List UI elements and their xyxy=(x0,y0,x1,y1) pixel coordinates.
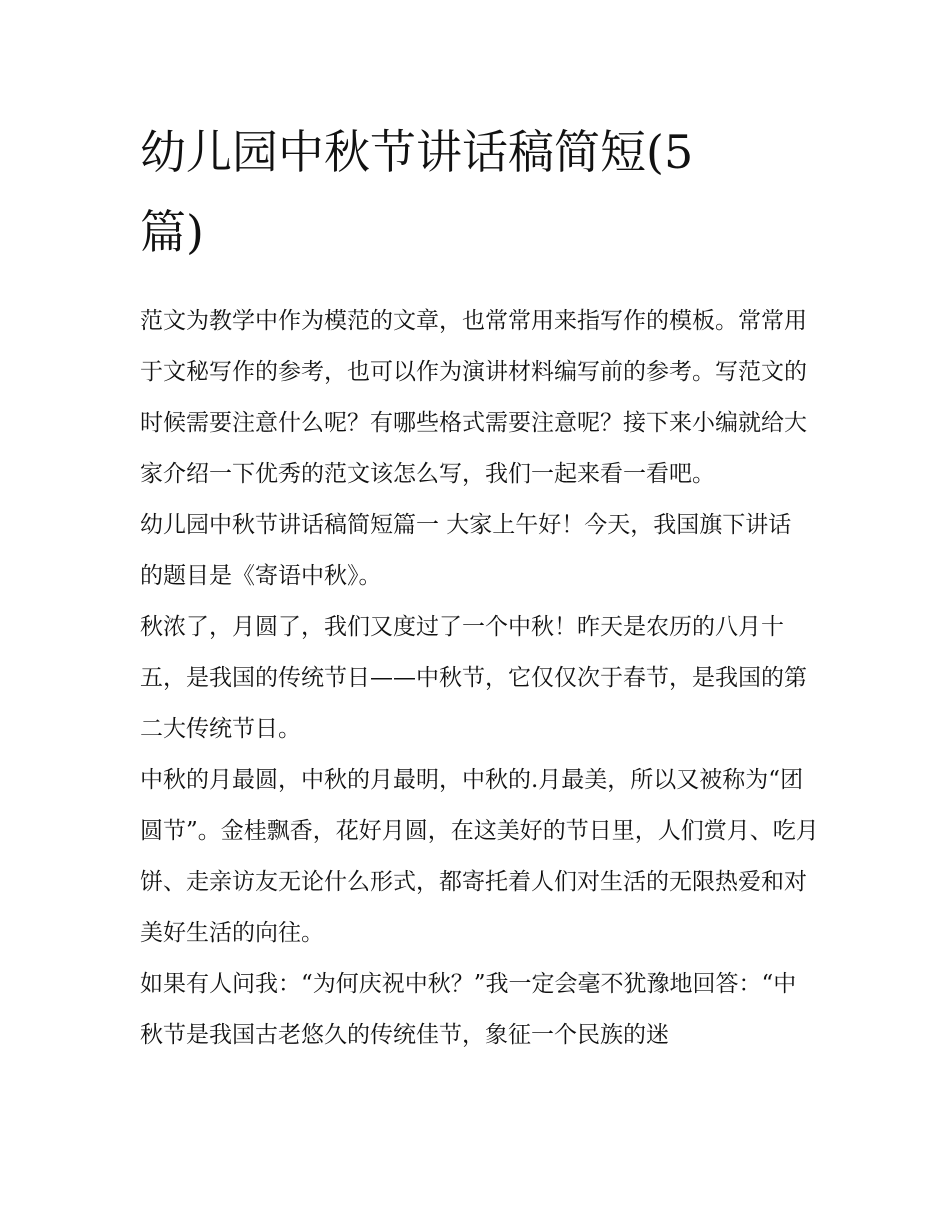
paragraph-mid-autumn: 秋浓了，月圆了，我们又度过了一个中秋！昨天是农历的八月十五，是我国的传统节日——中秋节，它仅仅次于春节，是我国的第二大传统节日。 xyxy=(140,614,807,742)
paragraph-reunion-festival: 中秋的月最圆，中秋的月最明，中秋的.月最美，所以又被称为“团圆节”。金桂飘香，花好月圆，在这美好的节日里，人们赏月、吃月饼、走亲访友无论什么形式，都寄托着人们对生活的无限热爱和对美好生活的向往。 xyxy=(140,767,819,946)
paragraph-why-celebrate: 如果有人问我：“为何庆祝中秋？”我一定会毫不犹豫地回答：“中秋节是我国古老悠久的传统佳节，象征一个民族的迷 xyxy=(140,971,797,1048)
paragraph-intro: 范文为教学中作为模范的文章，也常常用来指写作的模板。常常用于文秘写作的参考，也可以作为演讲材料编写前的参考。写范文的时候需要注意什么呢？有哪些格式需要注意呢？接下来小编就给大家介绍一下优秀的范文该怎么写，我们一起来看一看吧。 xyxy=(140,308,807,487)
paragraph-greeting: 幼儿园中秋节讲话稿简短篇一 大家上午好！今天，我国旗下讲话的题目是《寄语中秋》。 xyxy=(140,512,792,589)
document-body xyxy=(140,112,820,1061)
document-title: 幼儿园中秋节讲话稿简短(5篇) xyxy=(140,125,694,259)
